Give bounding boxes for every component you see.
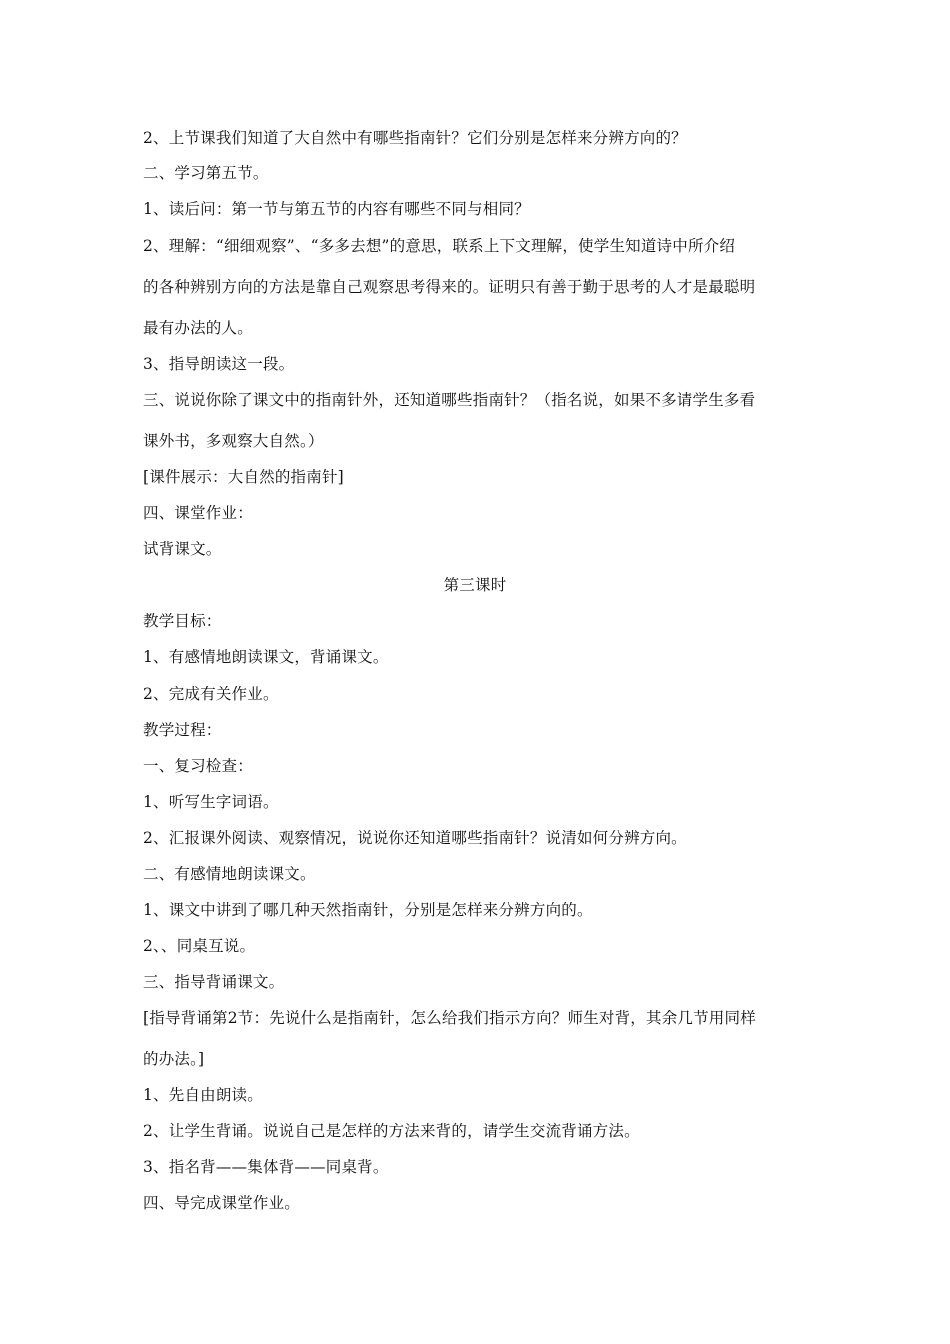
text-line: 2、上节课我们知道了大自然中有哪些指南针？它们分别是怎样来分辨方向的？	[143, 129, 687, 147]
text-line: 1、听写生字词语。	[143, 793, 279, 811]
text-line: 的办法。]	[143, 1050, 205, 1068]
section-heading: 四、课堂作业：	[143, 504, 253, 522]
text-line: 的各种辨别方向的方法是靠自己观察思考得来的。证明只有善于勤于思考的人才是最聪明	[143, 278, 756, 296]
text-line: 2、汇报课外阅读、观察情况，说说你还知道哪些指南针？说清如何分辨方向。	[143, 829, 687, 847]
section-heading: 教学过程：	[143, 721, 222, 739]
text-line: 课外书，多观察大自然。）	[143, 432, 324, 450]
section-heading: 二、有感情地朗读课文。	[143, 865, 316, 883]
section-heading: 二、学习第五节。	[143, 164, 269, 182]
section-heading: 四、导完成课堂作业。	[143, 1194, 301, 1212]
text-line: 2、完成有关作业。	[143, 685, 279, 703]
text-line: 最有办法的人。	[143, 319, 253, 337]
text-line: 2、让学生背诵。说说自己是怎样的方法来背的，请学生交流背诵方法。	[143, 1122, 640, 1140]
text-line: 2、理解：“细细观察”、“多多去想”的意思，联系上下文理解，使学生知道诗中所介绍	[143, 237, 736, 255]
text-line: 1、课文中讲到了哪几种天然指南针，分别是怎样来分辨方向的。	[143, 901, 593, 919]
text-line: 1、先自由朗读。	[143, 1086, 263, 1104]
text-line: 试背课文。	[143, 540, 222, 558]
text-line: [指导背诵第2节：先说什么是指南针，怎么给我们指示方向？师生对背，其余几节用同样	[143, 1009, 756, 1027]
section-heading: 三、指导背诵课文。	[143, 973, 285, 991]
text-line: 2、、同桌互说。	[143, 937, 256, 955]
text-line: 1、读后问：第一节与第五节的内容有哪些不同与相同？	[143, 200, 530, 218]
section-heading: 教学目标：	[143, 612, 222, 630]
text-line: 3、指名背——集体背——同桌背。	[143, 1158, 389, 1176]
section-heading: 一、复习检查：	[143, 757, 253, 775]
text-line: 1、有感情地朗读课文，背诵课文。	[143, 648, 389, 666]
lesson-title: 第三课时	[443, 576, 507, 594]
section-heading: 三、说说你除了课文中的指南针外，还知道哪些指南针？（指名说，如果不多请学生多看	[143, 391, 756, 409]
text-line: 3、指导朗读这一段。	[143, 355, 295, 373]
text-line: [课件展示：大自然的指南针]	[143, 468, 344, 486]
